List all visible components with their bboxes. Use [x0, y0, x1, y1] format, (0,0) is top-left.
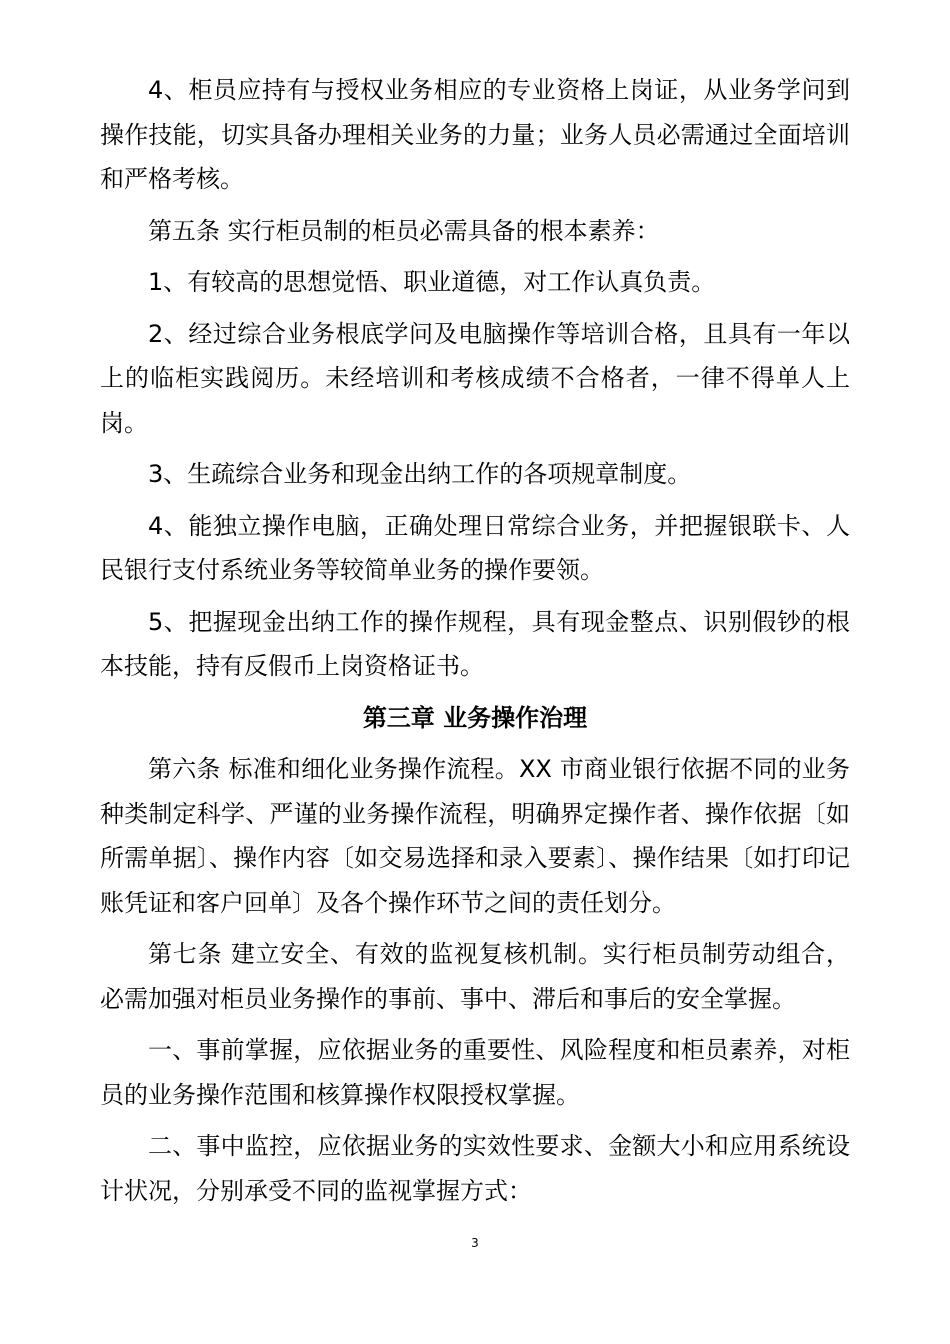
document-page — [100, 68, 850, 1220]
paragraph-item-4: 4、能独立操作电脑，正确处理日常综合业务，并把握银联卡、人民银行支付系统业务等较简单业务的操作要领。 — [100, 511, 850, 584]
paragraph-item-3: 3、生疏综合业务和现金出纳工作的各项规章制度。 — [148, 460, 692, 488]
paragraph-pre-control: 一、事前掌握，应依据业务的重要性、风险程度和柜员素养，对柜员的业务操作范围和核算操作权限授权掌握。 — [100, 1036, 850, 1109]
paragraph-item-2: 2、经过综合业务根底学问及电脑操作等培训合格，且具有一年以上的临柜实践阅历。未经培训和考核成绩不合格者，一律不得单人上岗。 — [100, 319, 850, 437]
paragraph-article-7: 第七条 建立安全、有效的监视复核机制。实行柜员制劳动组合，必需加强对柜员业务操作的事前、事中、滞后和事后的安全掌握。 — [100, 940, 850, 1013]
page-number: 3 — [471, 1236, 479, 1250]
paragraph-item-5: 5、把握现金出纳工作的操作规程，具有现金整点、识别假钞的根本技能，持有反假币上岗资格证书。 — [100, 607, 850, 680]
chapter-title: 第三章 业务操作治理 — [362, 703, 588, 732]
paragraph-in-process-control: 二、事中监控，应依据业务的实效性要求、金额大小和应用系统设计状况，分别承受不同的监视掌握方式： — [100, 1132, 850, 1205]
paragraph-item-1: 1、有较高的思想觉悟、职业道德，对工作认真负责。 — [148, 268, 716, 296]
paragraph-item-4-qualification: 4、柜员应持有与授权业务相应的专业资格上岗证，从业务学问到操作技能，切实具备办理相关业务的力量；业务人员必需通过全面培训和严格考核。 — [100, 76, 850, 193]
paragraph-article-5: 第五条 实行柜员制的柜员必需具备的根本素养： — [148, 216, 660, 245]
paragraph-article-6: 第六条 标准和细化业务操作流程。XX 市商业银行依据不同的业务种类制定科学、严谨的业务操作流程，明确界定操作者、操作依据〔如所需单据〕、操作内容〔如交易选择和录入要素〕、操作结果〔如打印记账凭证和客户回单〕及各个操作环节之间的责任划分。 — [100, 755, 850, 917]
